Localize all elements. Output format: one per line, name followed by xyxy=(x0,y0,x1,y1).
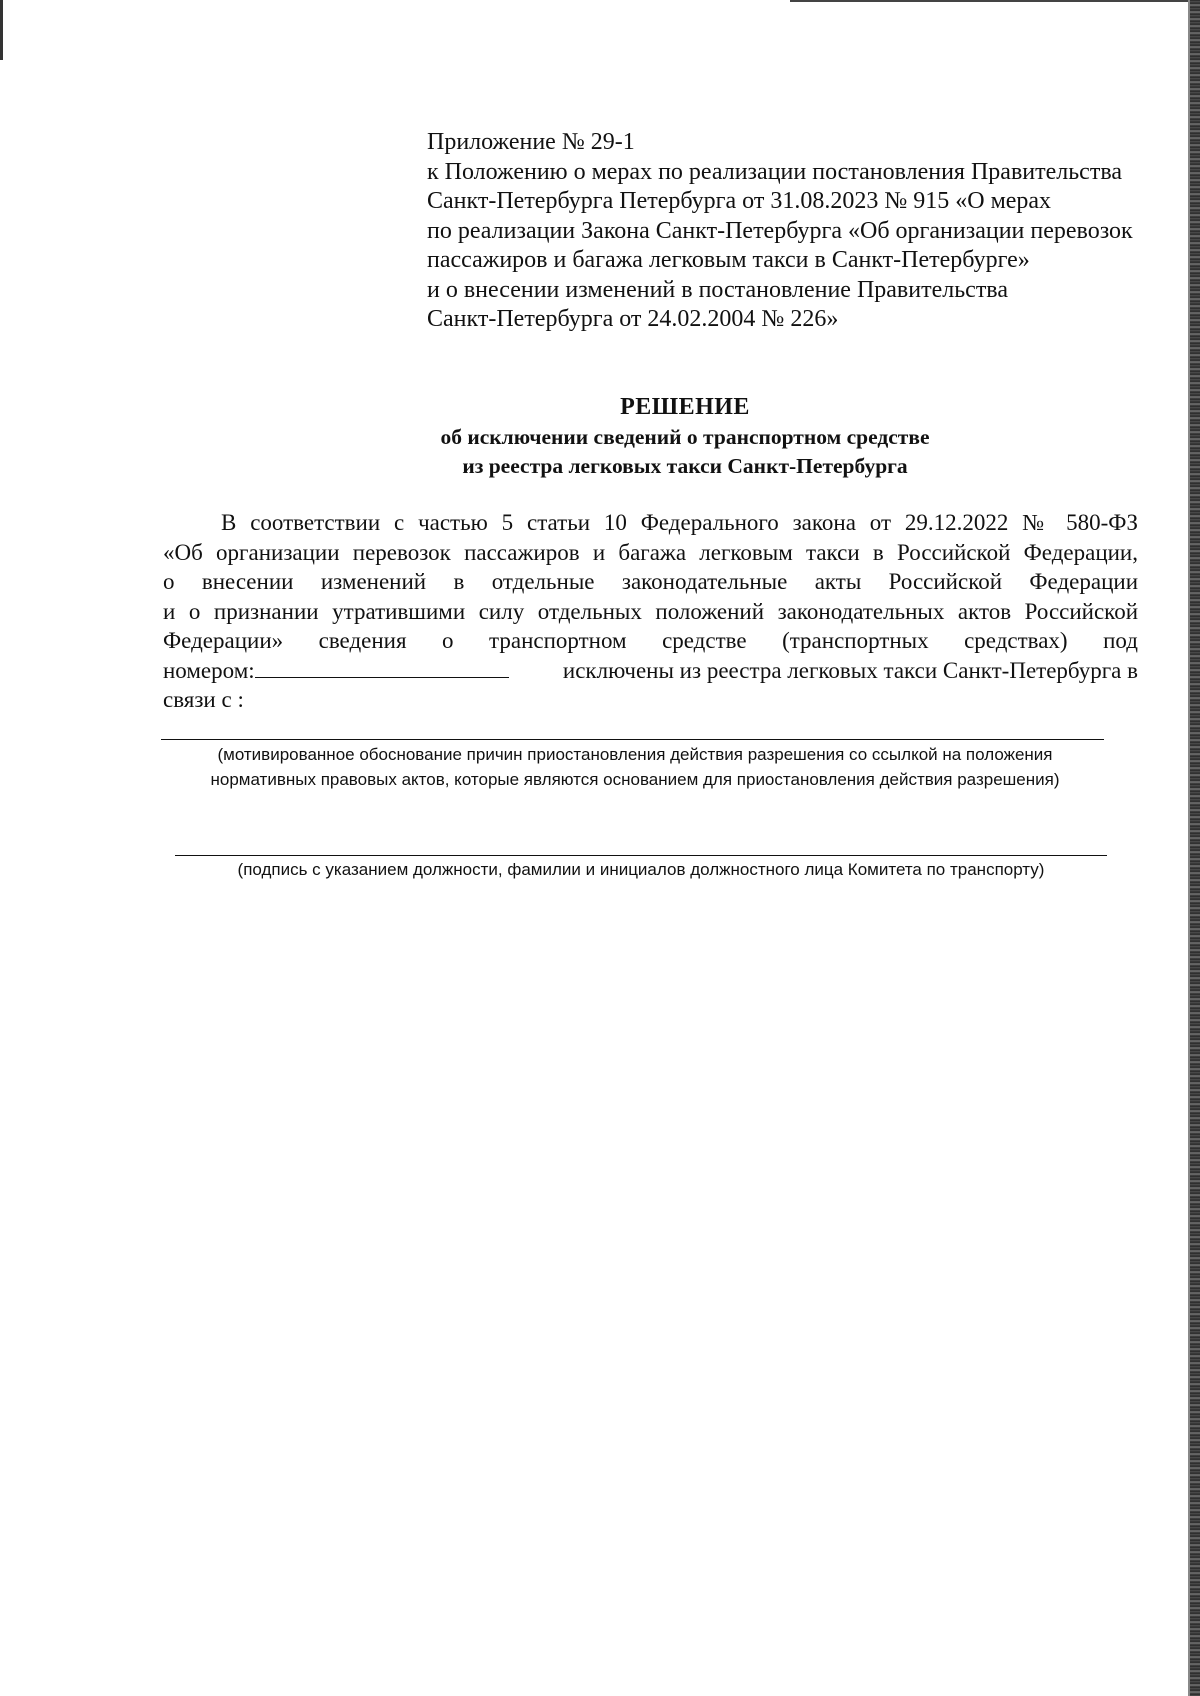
body-word: транспортном xyxy=(489,628,627,653)
scan-edge-left xyxy=(0,0,3,60)
body-word: Федерации» xyxy=(163,628,284,653)
decision-body xyxy=(163,508,1138,715)
body-line-7: связи с : xyxy=(163,687,244,712)
appendix-line: Санкт-Петербурга Петербурга от 31.08.2023 № 915 «О мерах xyxy=(427,188,1052,214)
body-word: средстве xyxy=(662,628,747,653)
appendix-line: пассажиров и багажа легковым такси в Санкт-Петербурге» xyxy=(427,247,1030,273)
appendix-line: Санкт-Петербурга от 24.02.2004 № 226» xyxy=(427,306,839,332)
body-line-2: «Об организации перевозок пассажиров и багажа легковым такси в Российской Федерации, xyxy=(163,539,1138,565)
title-main: РЕШЕНИЕ xyxy=(620,394,750,420)
scan-edge-top xyxy=(790,0,1200,2)
body-line-5 xyxy=(163,626,1138,656)
body-word: о xyxy=(442,628,454,653)
body-word: (транспортных xyxy=(782,628,929,653)
vehicle-number-row xyxy=(163,656,509,686)
body-word: средствах) xyxy=(964,628,1068,653)
appendix-line: к Положению о мерах по реализации постановления Правительства xyxy=(427,158,1122,185)
title-line-2: из реестра легковых такси Санкт-Петербурга xyxy=(462,454,908,478)
reason-caption xyxy=(165,742,1105,792)
appendix-line: Приложение № 29-1 xyxy=(427,129,635,155)
body-line-1: В соответствии с частью 5 статьи 10 Федерального закона от 29.12.2022 № 580-ФЗ xyxy=(221,510,1138,535)
body-line-6-text: исключены из реестра легковых такси Санкт-Петербурга в xyxy=(562,657,1138,683)
appendix-line: по реализации Закона Санкт-Петербурга «Об организации перевозок xyxy=(427,217,1133,244)
body-line-3: о внесении изменений в отдельные законодательные акты Российской Федерации xyxy=(163,569,1138,594)
reason-caption-line-1: (мотивированное обоснование причин приостановления действия разрешения со ссылкой на положения xyxy=(217,745,1053,764)
signature-blank-line[interactable] xyxy=(175,855,1107,856)
vehicle-number-label: номером: xyxy=(163,657,255,683)
reason-caption-line-2: нормативных правовых актов, которые являются основанием для приостановления действия разрешения) xyxy=(210,770,1060,789)
vehicle-number-blank[interactable] xyxy=(255,659,509,678)
signature-caption: (подпись с указанием должности, фамилии и инициалов должностного лица Комитета по транспорту) xyxy=(237,860,1045,879)
reason-blank-line[interactable] xyxy=(161,739,1104,740)
scan-edge-right xyxy=(1190,0,1200,1696)
body-word: под xyxy=(1103,628,1138,653)
title-line-1: об исключении сведений о транспортном средстве xyxy=(440,424,930,449)
body-line-4: и о признании утратившими силу отдельных положений законодательных актов Российской xyxy=(163,598,1138,624)
body-word: сведения xyxy=(318,628,407,653)
document-title xyxy=(0,393,1200,482)
appendix-reference xyxy=(427,128,1147,335)
appendix-line: и о внесении изменений в постановление Правительства xyxy=(427,276,1008,303)
body-line-6 xyxy=(163,656,1138,686)
